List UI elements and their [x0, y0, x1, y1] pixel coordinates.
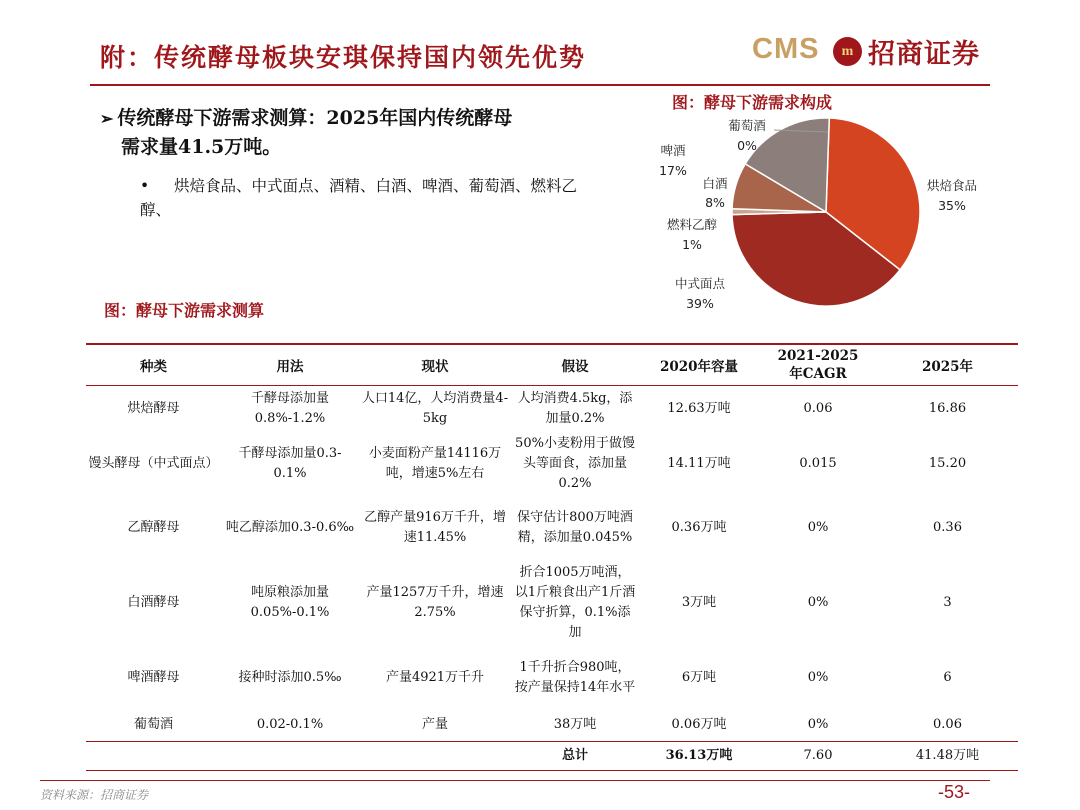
table-cell: 烘焙酵母 — [127, 400, 180, 416]
pie-chart — [640, 108, 1020, 328]
table-cell: 吨乙醇添加0.3-0.6‰ — [225, 519, 355, 535]
bullet-text: 烘焙食品、中式面点、酒精、白酒、啤酒、葡萄酒、燃料乙醇、 — [140, 177, 578, 219]
table-cell: 白酒酵母 — [127, 594, 180, 610]
table-cell: 15.20 — [928, 455, 967, 471]
table-row — [86, 432, 1018, 496]
pie-label: 葡萄酒 — [728, 118, 766, 133]
cms-logo — [752, 32, 992, 72]
table-cell: 0.36万吨 — [671, 519, 727, 535]
header-cell: 种类 — [86, 345, 221, 386]
table-cell: 6万吨 — [681, 669, 717, 685]
bullet-point — [140, 174, 600, 222]
total-cell: 41.48万吨 — [877, 742, 1018, 771]
table-cell: 千酵母添加量0.8%-1.2% — [250, 390, 329, 426]
table-total-row — [86, 742, 1018, 771]
table-cell: 产量1257万千升，增速2.75% — [366, 584, 504, 620]
pie-label: 啤酒 — [660, 143, 686, 158]
total-cell: 36.13万吨 — [639, 742, 759, 771]
logo-emblem-icon: m — [833, 37, 862, 66]
page-number: -53- — [938, 782, 971, 802]
pie-value-label: 39% — [686, 296, 714, 311]
headline — [100, 104, 620, 161]
table-cell: 吨原粮添加量0.05%-0.1% — [250, 584, 330, 620]
table-cell: 0% — [807, 717, 829, 733]
table-cell: 14.11万吨 — [667, 455, 731, 471]
total-cell: 总计 — [511, 742, 639, 771]
header-cell: 现状 — [359, 345, 511, 386]
headline-line1: 传统酵母下游需求测算：2025年国内传统酵母 — [117, 107, 513, 129]
table-cell: 保守估计800万吨酒精，添加量0.045% — [517, 509, 633, 545]
pie-value-label: 35% — [938, 198, 966, 213]
pie-label: 白酒 — [702, 176, 728, 191]
header-cell: 2020年容量 — [639, 345, 759, 386]
table-row — [86, 496, 1018, 560]
footer-divider — [40, 780, 990, 781]
table-cell: 38万吨 — [553, 717, 597, 733]
empty-cell — [221, 742, 359, 771]
table-row — [86, 710, 1018, 742]
table-cell: 3 — [943, 594, 952, 610]
logo-chinese: 招商证券 — [868, 39, 980, 70]
table-cell: 人均消费4.5kg，添加量0.2% — [517, 390, 633, 426]
table-cell: 葡萄酒 — [133, 717, 173, 733]
table-cell: 0% — [807, 669, 829, 685]
headline-line2: 需求量41.5万吨。 — [121, 136, 282, 158]
header-cell: 用法 — [221, 345, 359, 386]
table-cell: 0.06 — [933, 717, 962, 733]
table-cell: 0% — [807, 594, 829, 610]
pie-value-label: 17% — [659, 163, 687, 178]
bullet-dot-icon: • — [140, 177, 150, 195]
table-cell: 乙醇酵母 — [127, 519, 180, 535]
header-cell: 2025年 — [877, 345, 1018, 386]
pie-value-label: 8% — [705, 195, 725, 210]
table-cell: 0.36 — [933, 519, 962, 535]
table-row — [86, 646, 1018, 710]
table-row — [86, 560, 1018, 646]
arrow-bullet-icon: ➢ — [100, 109, 114, 128]
empty-cell — [359, 742, 511, 771]
page-title: 附：传统酵母板块安琪保持国内领先优势 — [100, 43, 587, 72]
table-cell: 3万吨 — [681, 594, 717, 610]
table-cell: 啤酒酵母 — [127, 669, 180, 685]
chart-caption: 图：酵母下游需求构成 — [672, 93, 833, 112]
header-divider — [90, 84, 990, 86]
table-cell: 0% — [807, 519, 829, 535]
total-cell: 7.60 — [759, 742, 877, 771]
table-cell: 小麦面粉产量14116万吨，增速5%左右 — [368, 445, 502, 481]
table-cell: 产量 — [421, 717, 448, 733]
table-cell: 12.63万吨 — [667, 400, 731, 416]
pie-value-label: 1% — [682, 237, 702, 252]
table-row — [86, 386, 1018, 432]
table-cell: 产量4921万千升 — [385, 669, 485, 685]
table-cell: 接种时添加0.5‰ — [238, 669, 342, 685]
table-cell: 6 — [943, 669, 952, 685]
logo-latin: CMS — [752, 33, 820, 65]
table-cell: 1千升折合980吨，按产量保持14年水平 — [514, 659, 636, 695]
table-cell: 0.06万吨 — [671, 717, 727, 733]
demand-table — [86, 345, 1018, 771]
pie-label: 烘焙食品 — [926, 178, 978, 193]
table-cell: 折合1005万吨酒，以1斤粮食出产1斤酒保守折算，0.1%添加 — [514, 564, 636, 640]
table-cell: 16.86 — [928, 400, 967, 416]
table-cell: 0.06 — [803, 400, 833, 416]
table-caption: 图：酵母下游需求测算 — [104, 301, 265, 320]
table-cell: 0.015 — [799, 455, 837, 471]
table-cell: 人口14亿，人均消费量4-5kg — [361, 390, 509, 426]
empty-cell — [86, 742, 221, 771]
table-cell: 乙醇产量916万千升，增速11.45% — [364, 509, 506, 545]
table-cell: 千酵母添加量0.3-0.1% — [238, 445, 342, 481]
source-note: 资料来源：招商证券 — [40, 788, 149, 802]
header-cell: 假设 — [511, 345, 639, 386]
table-cell: 0.02-0.1% — [256, 717, 324, 733]
pie-label: 燃料乙醇 — [666, 217, 718, 232]
header-cell: 2021-2025年CAGR — [759, 345, 877, 386]
table-header-row — [86, 345, 1018, 386]
table-cell: 50%小麦粉用于做馒头等面食，添加量0.2% — [515, 435, 635, 491]
pie-label: 中式面点 — [674, 276, 726, 291]
table-cell: 馒头酵母（中式面点） — [88, 455, 219, 471]
pie-value-label: 0% — [737, 138, 757, 153]
